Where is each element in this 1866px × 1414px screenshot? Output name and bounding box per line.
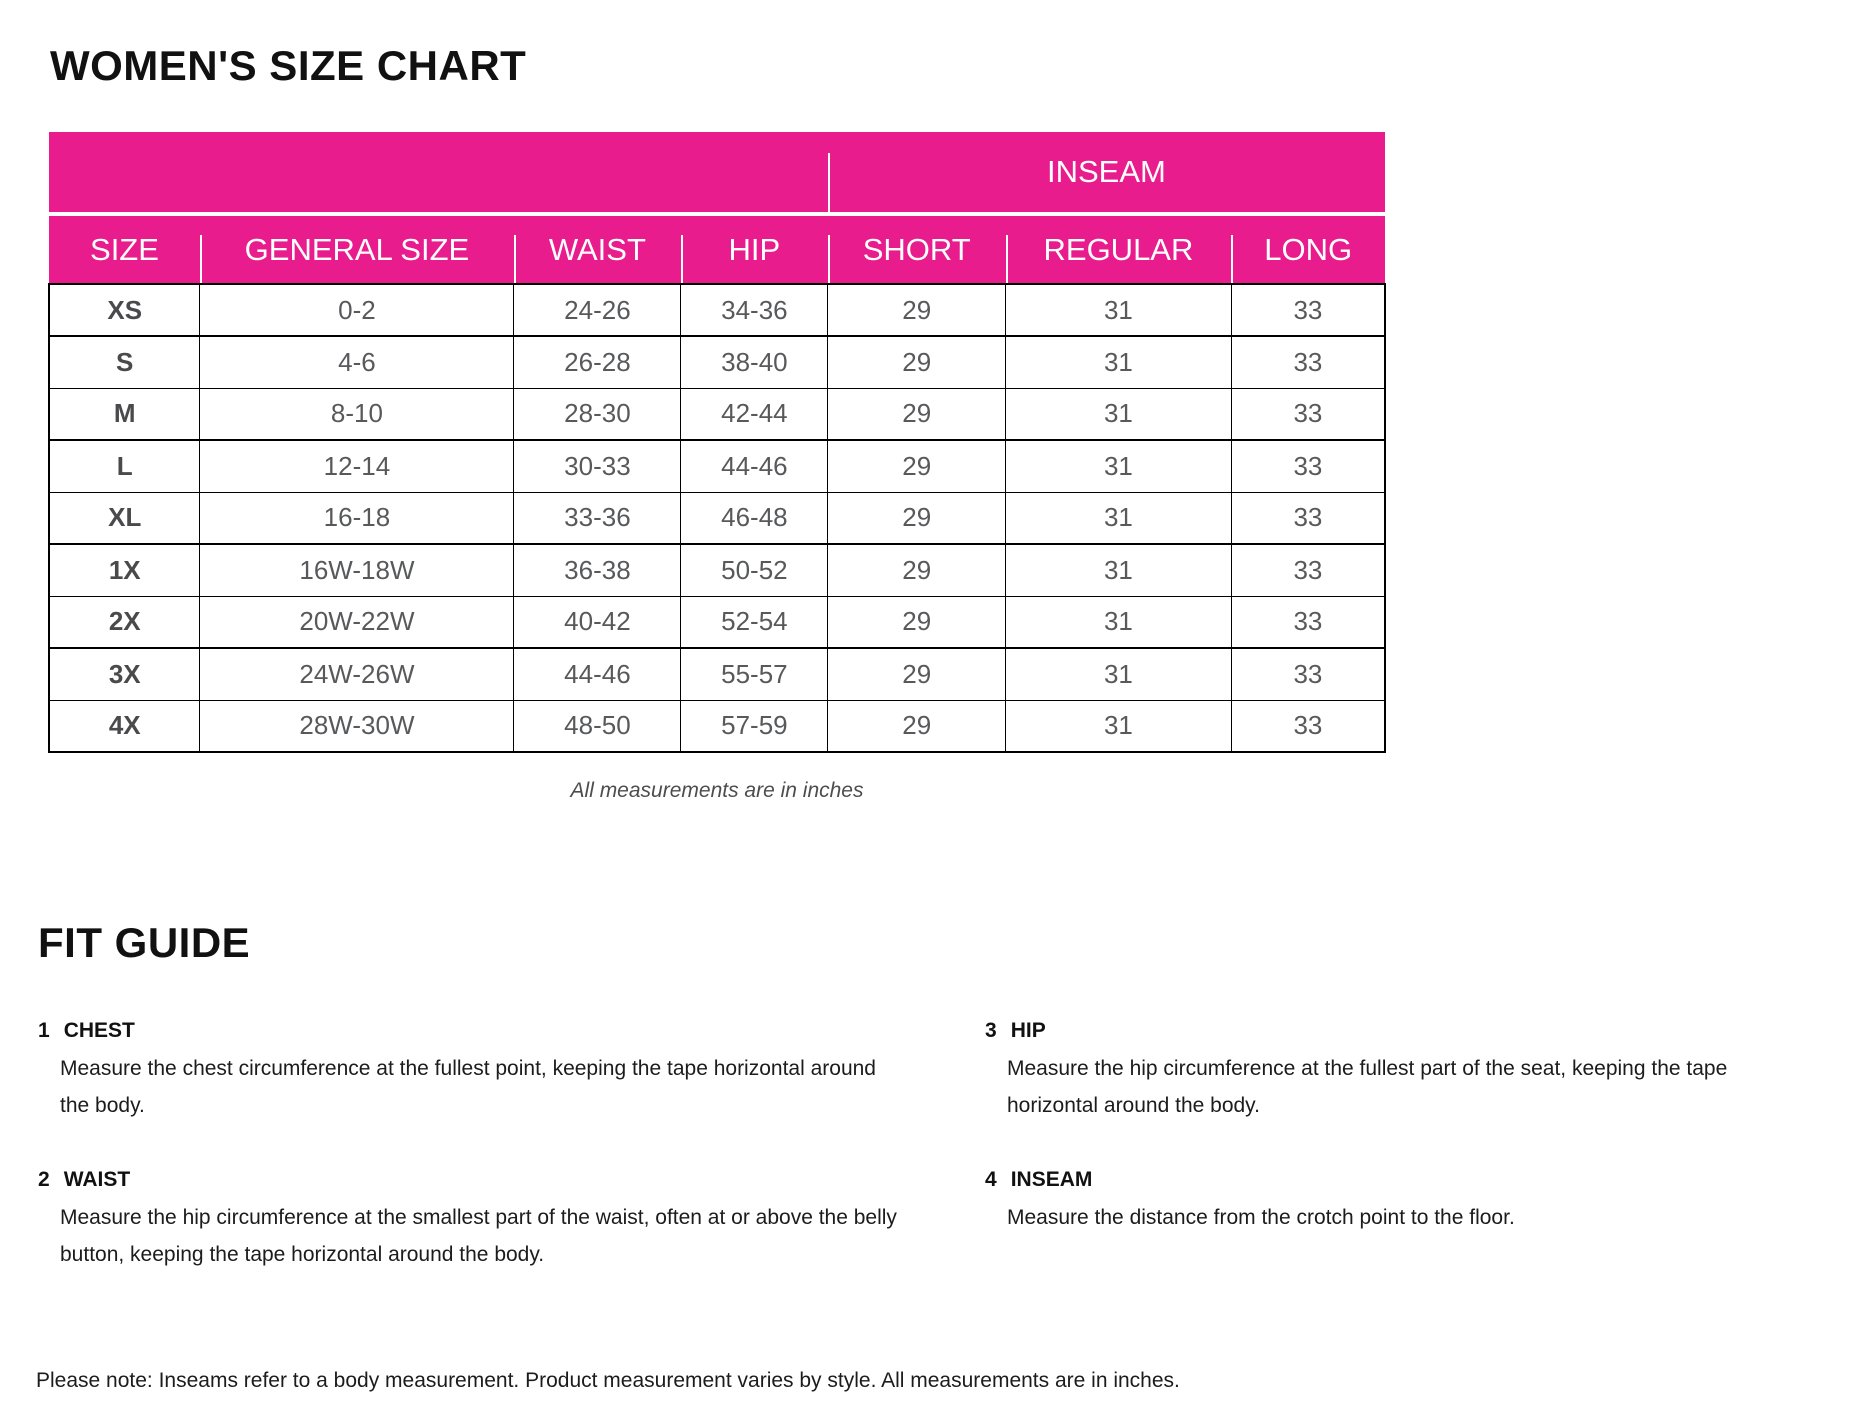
value-cell: 33 [1231,440,1385,492]
fit-item-heading [985,1019,1830,1043]
value-cell: 55-57 [681,648,828,700]
value-cell: 40-42 [514,596,681,648]
value-cell: 31 [1006,648,1232,700]
value-cell: 24W-26W [200,648,514,700]
value-cell: 8-10 [200,388,514,440]
value-cell: 29 [828,284,1006,336]
column-header-hip: HIP [681,214,828,284]
size-cell: XS [49,284,200,336]
fit-item-number: 1 [38,1019,50,1042]
value-cell: 48-50 [514,700,681,752]
table-row [49,700,1385,752]
table-row [49,492,1385,544]
inseam-banner-row [49,132,1385,214]
fit-item-waist [38,1168,935,1273]
page-title: WOMEN'S SIZE CHART [50,42,527,89]
fit-item-name: WAIST [63,1168,131,1191]
fit-item-name: INSEAM [1010,1168,1093,1191]
value-cell: 33 [1231,596,1385,648]
value-cell: 33 [1231,284,1385,336]
fit-item-number: 4 [985,1168,997,1191]
value-cell: 50-52 [681,544,828,596]
size-cell: 1X [49,544,200,596]
table-caption: All measurements are in inches [570,779,864,802]
value-cell: 16W-18W [200,544,514,596]
table-row [49,284,1385,336]
size-cell: 3X [49,648,200,700]
value-cell: 29 [828,388,1006,440]
value-cell: 29 [828,492,1006,544]
size-cell: XL [49,492,200,544]
value-cell: 38-40 [681,336,828,388]
table-row [49,596,1385,648]
value-cell: 29 [828,648,1006,700]
fit-item-name: CHEST [63,1019,135,1042]
value-cell: 31 [1006,544,1232,596]
table-header [49,132,1385,284]
column-header-general-size: GENERAL SIZE [200,214,514,284]
fit-guide-title: FIT GUIDE [38,919,251,966]
value-cell: 29 [828,700,1006,752]
value-cell: 24-26 [514,284,681,336]
value-cell: 26-28 [514,336,681,388]
column-header-size: SIZE [49,214,200,284]
table-row [49,544,1385,596]
fit-guide-right-column [985,1019,1830,1317]
value-cell: 33 [1231,544,1385,596]
value-cell: 31 [1006,596,1232,648]
fit-item-heading [38,1019,935,1043]
size-cell: 4X [49,700,200,752]
fit-guide [38,1019,1866,1317]
fit-item-inseam [985,1168,1830,1236]
value-cell: 34-36 [681,284,828,336]
fit-item-description: Measure the chest circumference at the fullest point, keeping the tape horizontal around the body. [60,1057,876,1117]
value-cell: 33 [1231,492,1385,544]
banner-spacer [49,132,828,214]
value-cell: 0-2 [200,284,514,336]
fit-item-number: 3 [985,1019,997,1042]
size-cell: 2X [49,596,200,648]
value-cell: 29 [828,544,1006,596]
fit-item-description: Measure the hip circumference at the smallest part of the waist, often at or above the belly button, keeping the tape horizontal around the body. [60,1206,897,1266]
value-cell: 29 [828,336,1006,388]
value-cell: 44-46 [681,440,828,492]
size-table-body [49,284,1385,752]
value-cell: 31 [1006,492,1232,544]
fit-item-heading [38,1168,935,1192]
footnote: Please note: Inseams refer to a body measurement. Product measurement varies by style. All measurements are in inches. [36,1369,1180,1392]
value-cell: 29 [828,440,1006,492]
value-cell: 29 [828,596,1006,648]
column-header-long: LONG [1231,214,1385,284]
value-cell: 31 [1006,388,1232,440]
fit-item-heading [985,1168,1830,1192]
fit-item-hip [985,1019,1830,1124]
value-cell: 28-30 [514,388,681,440]
size-cell: L [49,440,200,492]
size-cell: S [49,336,200,388]
table-row [49,336,1385,388]
value-cell: 52-54 [681,596,828,648]
fit-item-chest [38,1019,935,1124]
value-cell: 33 [1231,648,1385,700]
fit-item-description: Measure the hip circumference at the fullest part of the seat, keeping the tape horizontal around the body. [1007,1057,1728,1117]
value-cell: 4-6 [200,336,514,388]
value-cell: 46-48 [681,492,828,544]
size-cell: M [49,388,200,440]
size-chart-table [48,132,1386,753]
value-cell: 33 [1231,336,1385,388]
table-row [49,388,1385,440]
fit-item-number: 2 [38,1168,50,1191]
inseam-group-header: INSEAM [828,132,1385,214]
value-cell: 42-44 [681,388,828,440]
table-row [49,440,1385,492]
value-cell: 33 [1231,700,1385,752]
value-cell: 44-46 [514,648,681,700]
fit-guide-left-column [38,1019,935,1317]
column-header-waist: WAIST [514,214,681,284]
value-cell: 31 [1006,284,1232,336]
fit-item-description: Measure the distance from the crotch point to the floor. [1007,1206,1515,1229]
value-cell: 33 [1231,388,1385,440]
column-header-row [49,214,1385,284]
column-header-regular: REGULAR [1006,214,1232,284]
value-cell: 12-14 [200,440,514,492]
value-cell: 31 [1006,700,1232,752]
value-cell: 36-38 [514,544,681,596]
value-cell: 28W-30W [200,700,514,752]
table-row [49,648,1385,700]
value-cell: 16-18 [200,492,514,544]
value-cell: 33-36 [514,492,681,544]
value-cell: 31 [1006,336,1232,388]
value-cell: 20W-22W [200,596,514,648]
value-cell: 31 [1006,440,1232,492]
column-header-short: SHORT [828,214,1006,284]
value-cell: 57-59 [681,700,828,752]
fit-item-name: HIP [1010,1019,1046,1042]
value-cell: 30-33 [514,440,681,492]
